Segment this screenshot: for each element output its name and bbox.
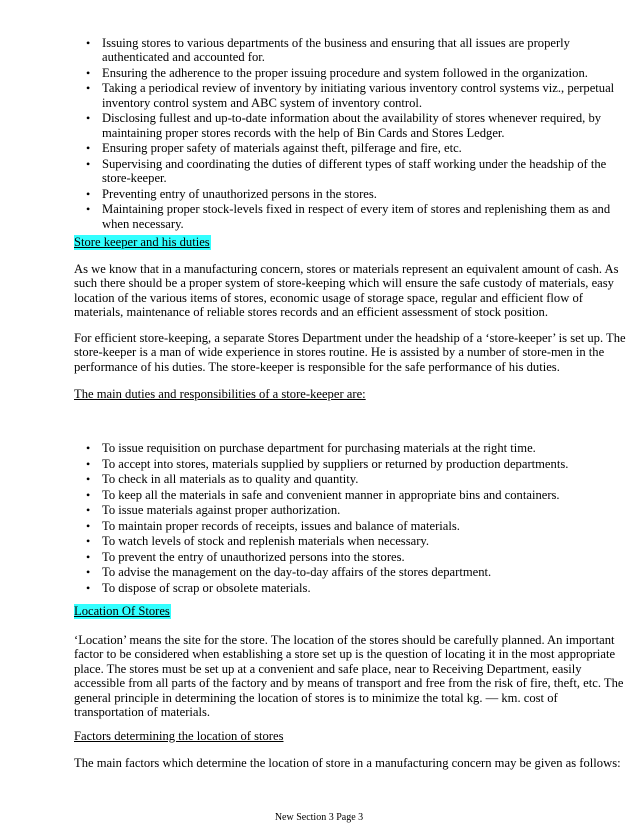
list-item: • Taking a periodical review of inventory by initiating various inventory control systems viz., perpetual inventory control system and ABC system of inventory control. <box>83 81 631 110</box>
paragraph-stores-department: For efficient store-keeping, a separate Stores Department under the headship of a ‘store-keeper’ is set up. The store-keeper is a man of wide experience in stores routine. He is assisted by a number of store-men in the performance of his duties. The store-keeper is responsible for the safe performance of his duties. <box>74 331 626 374</box>
list-item: • To dispose of scrap or obsolete materials. <box>83 581 631 595</box>
list-item: • Preventing entry of unauthorized persons in the stores. <box>83 187 631 201</box>
section-heading-duties <box>74 387 366 402</box>
paragraph-factors: The main factors which determine the location of store in a manufacturing concern may be given as follows: <box>74 756 621 770</box>
list-item: • To issue requisition on purchase department for purchasing materials at the right time. <box>83 441 631 455</box>
list-item: • To issue materials against proper authorization. <box>83 503 631 517</box>
list-item: • To maintain proper records of receipts, issues and balance of materials. <box>83 519 631 533</box>
heading-text: Store keeper and his duties <box>74 235 210 249</box>
heading-text: Location Of Stores <box>74 604 170 618</box>
list-item: • Issuing stores to various departments of the business and ensuring that all issues are properly authenticated and accounted for. <box>83 36 631 65</box>
heading-text: The main duties and responsibilities of a store-keeper are: <box>74 387 366 401</box>
list-item: • To keep all the materials in safe and convenient manner in appropriate bins and containers. <box>83 488 631 502</box>
list-item: • Maintaining proper stock-levels fixed in respect of every item of stores and replenishing them as and when necessary. <box>83 202 631 231</box>
heading-text: Factors determining the location of stores <box>74 729 284 743</box>
list-item: • Ensuring proper safety of materials against theft, pilferage and fire, etc. <box>83 141 631 155</box>
duties-list <box>83 441 631 596</box>
paragraph-location: ‘Location’ means the site for the store. The location of the stores should be carefully planned. An important factor to be considered when establishing a store set up is the question of locating it in the most appropriate place. The stores must be set up at a convenient and safe place, near to Receiving Department, easily accessible from all parts of the factory and by means of transport and free from the risk of fire, theft, etc. The general principle in determining the location of stores is to minimize the total kg. — km. cost of transportation of materials. <box>74 633 624 720</box>
list-item: • To check in all materials as to quality and quantity. <box>83 472 631 486</box>
store-functions-list <box>83 36 631 232</box>
list-item: • Ensuring the adherence to the proper issuing procedure and system followed in the organization. <box>83 66 631 80</box>
list-item: • To accept into stores, materials supplied by suppliers or returned by production departments. <box>83 457 631 471</box>
section-heading-factors <box>74 729 284 744</box>
list-item: • Supervising and coordinating the duties of different types of staff working under the headship of the store-keeper. <box>83 157 631 186</box>
section-heading-storekeeper <box>74 235 211 250</box>
list-item: • To advise the management on the day-to-day affairs of the stores department. <box>83 565 631 579</box>
list-item: • Disclosing fullest and up-to-date information about the availability of stores whenever required, by maintaining proper stores records with the help of Bin Cards and Stores Ledger. <box>83 111 631 140</box>
list-item: • To watch levels of stock and replenish materials when necessary. <box>83 534 631 548</box>
list-item: • To prevent the entry of unauthorized persons into the stores. <box>83 550 631 564</box>
page-footer: New Section 3 Page 3 <box>274 812 364 823</box>
paragraph-storekeeping: As we know that in a manufacturing concern, stores or materials represent an equivalent amount of cash. As such there should be a proper system of store-keeping which will ensure the safe custody of materials, easy location of the various items of stores, economic usage of storage space, regular and efficient flow of materials, maintenance of reliable stores records and an efficient assessment of stock position. <box>74 262 619 320</box>
section-heading-location <box>74 604 171 619</box>
